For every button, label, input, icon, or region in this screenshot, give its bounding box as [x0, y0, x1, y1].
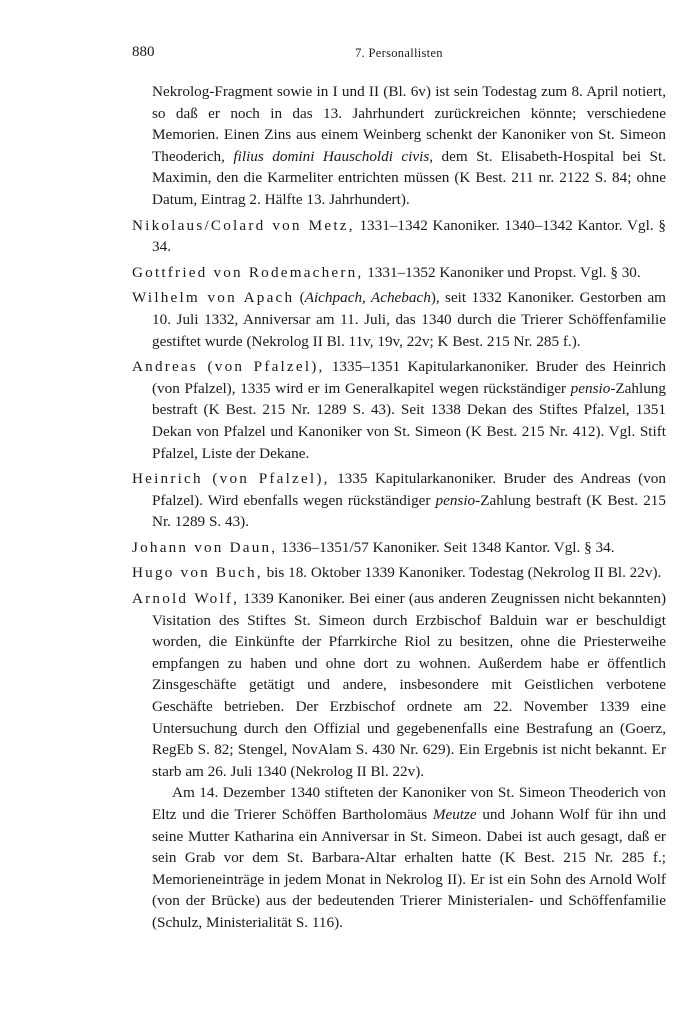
page-number: 880 — [132, 44, 155, 60]
entry-nikolaus-colard: Nikolaus/Colard von Metz, 1331–1342 Kanoniker. 1340–1342 Kantor. Vgl. § 34. — [132, 216, 666, 256]
entry-name: Wilhelm von Apach — [132, 289, 295, 307]
entry-name: Johann von Daun, — [132, 538, 278, 556]
continuation-paragraph: Nekrolog-Fragment sowie in I und II (Bl. 6v) ist sein Todestag zum 8. April notiert, so daß er noch in das 13. Jahrhundert zurückreichen könnte; verschiedene Memorien. Einen Zins aus einem Weinberg schenkt der Kanoniker von St. Simeon Theoderich, filius domini Hauscholdi civis, dem St. Elisabeth-Hospital bei St. Maximin, den die Karmeliter entrichten müssen (K Best. 211 nr. 2122 S. 84; ohne Datum, Eintrag 2. Hälfte 13. Jahrhundert). — [152, 83, 666, 208]
page-body — [132, 81, 666, 934]
entry-andreas: Andreas (von Pfalzel), 1335–1351 Kapitularkanoniker. Bruder des Heinrich (von Pfalzel), 1335 wird er im Generalkapitel wegen rückständiger pensio-Zahlung bestraft (K Best. 215 Nr. 1289 S. 43). Seit 1338 Dekan des Stiftes Pfalzel, 1351 Dekan von Pfalzel und Kanoniker von St. Simeon (K Best. 215 Nr. 412). Vgl. Stift Pfalzel, Liste der Dekane. — [132, 358, 666, 462]
entry-name: Gottfried von Rodemachern, — [132, 263, 364, 281]
entry-wilhelm: Wilhelm von Apach (Aichpach, Achebach), seit 1332 Kanoniker. Gestorben am 10. Juli 1332, Anniversar am 11. Juli, das 1340 durch die Trierer Schöffenfamilie gestiftet wurde (Nekrolog II Bl. 11v, 19v, 22v; K Best. 215 Nr. 285 f.). — [132, 289, 666, 350]
entry-name: Heinrich (von Pfalzel), — [132, 470, 330, 488]
page-header — [132, 44, 666, 66]
entry-name: Nikolaus/Colard von Metz, — [132, 216, 355, 234]
arnold-followup-paragraph: Am 14. Dezember 1340 stifteten der Kanoniker von St. Simeon Theoderich von Eltz und die Trierer Schöffen Bartholomäus Meutze und Johann Wolf für ihn und seine Mutter Katharina ein Anniversar in St. Simeon. Dabei ist auch gesagt, daß er sein Grab vor dem St. Barbara-Altar erhalten hatte (K Best. 215 Nr. 285 f.; Memorieneinträge in jedem Monat in Nekrolog II). Er ist ein Sohn des Arnold Wolf (von der Brücke) aus der bedeutenden Trierer Ministerialen- und Schöffenfamilie (Schulz, Ministerialität S. 116). — [152, 784, 666, 931]
entry-heinrich: Heinrich (von Pfalzel), 1335 Kapitularkanoniker. Bruder des Andreas (von Pfalzel). Wird ebenfalls wegen rückständiger pensio-Zahlung bestraft (K Best. 215 Nr. 1289 S. 43). — [132, 470, 666, 531]
entry-name: Hugo von Buch, — [132, 564, 263, 582]
entry-arnold: Arnold Wolf, 1339 Kanoniker. Bei einer (aus anderen Zeugnissen nicht bekannten) Visitation des Stiftes St. Simeon durch Erzbischof Balduin war er beschuldigt worden, die Einkünfte der Pfarrkirche Riol zu besitzen, ohne die Priesterweihe empfangen zu haben und ohne dort zu wohnen. Außerdem habe er öffentlich Zinsgeschäfte getätigt und andere, insbesondere mit Geistlichen verbotene Geschäfte betrieben. Der Erzbischof ordnete am 22. November 1339 eine Untersuchung durch den Offizial und gegebenenfalls eine Bestrafung an (Goerz, RegEb S. 82; Stengel, NovAlam S. 430 Nr. 629). Ein Ergebnis ist nicht bekannt. Er starb am 26. Juli 1340 (Nekrolog II Bl. 22v). — [132, 590, 666, 780]
entry-hugo: Hugo von Buch, bis 18. Oktober 1339 Kanoniker. Todestag (Nekrolog II Bl. 22v). — [132, 564, 662, 582]
entry-name: Arnold Wolf, — [132, 590, 240, 608]
entry-gottfried: Gottfried von Rodemachern, 1331–1352 Kanoniker und Propst. Vgl. § 30. — [132, 263, 641, 281]
entry-name: Andreas (von Pfalzel), — [132, 358, 325, 376]
entry-johann: Johann von Daun, 1336–1351/57 Kanoniker. Seit 1348 Kantor. Vgl. § 34. — [132, 538, 615, 556]
italic-quote: filius domini Hauscholdi civis, — [233, 147, 434, 165]
running-head: 7. Personallisten — [355, 46, 443, 60]
